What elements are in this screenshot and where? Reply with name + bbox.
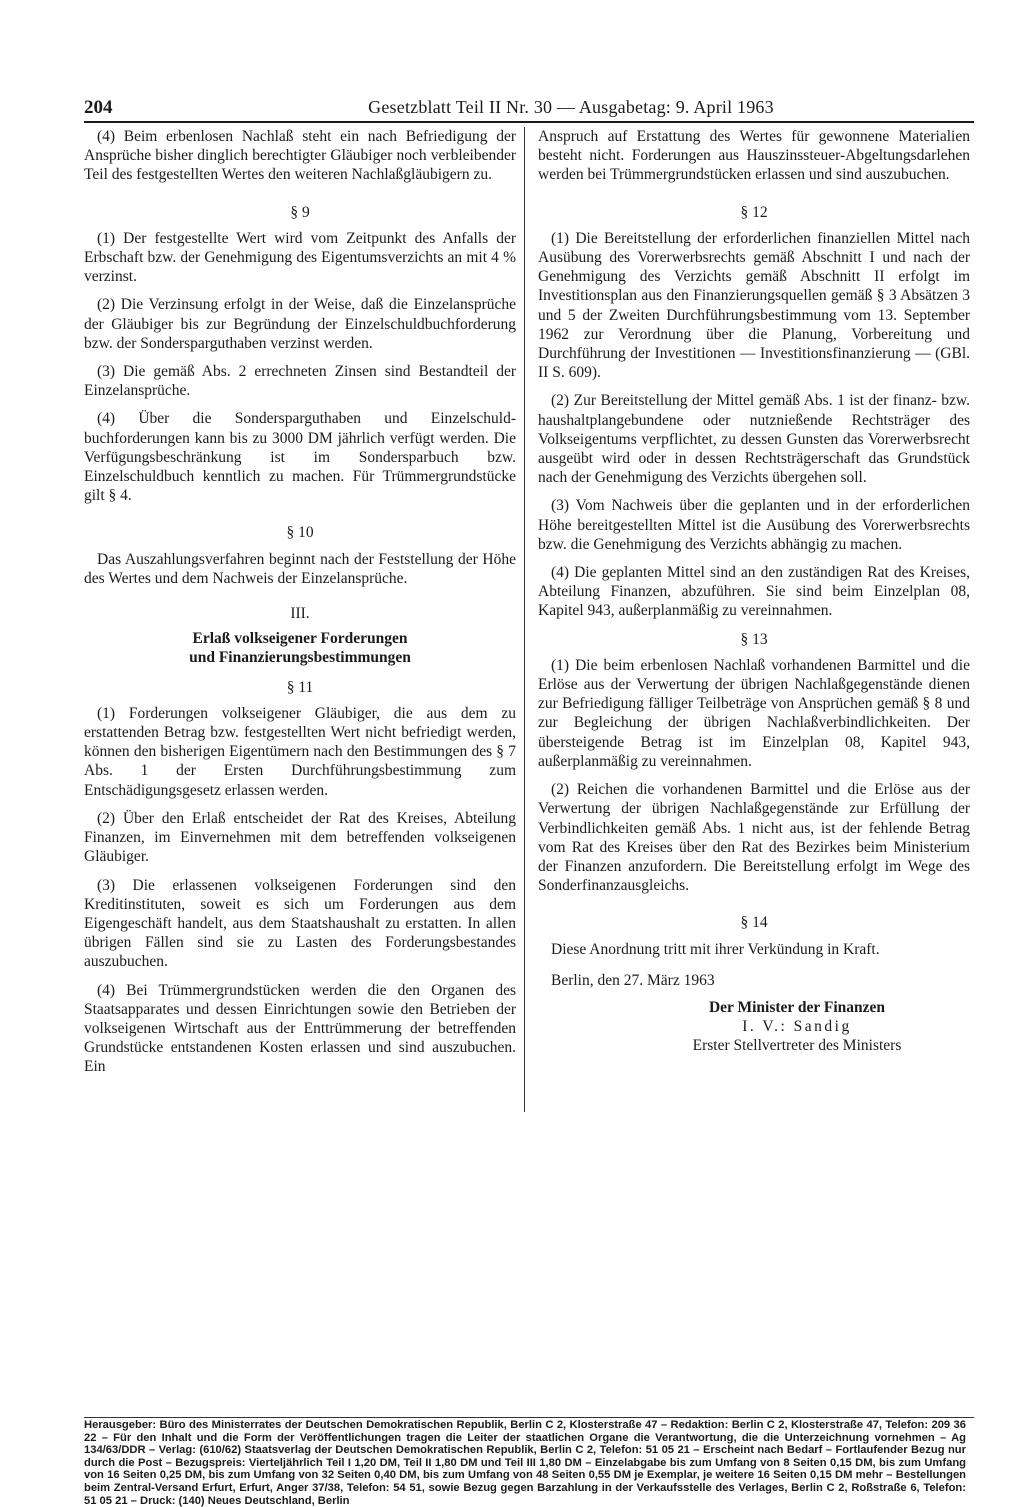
section-heading-9: § 9 <box>290 203 310 221</box>
paragraph-11-1: (1) Forderungen volkseigener Gläubiger, die aus dem zu erstattenden Betrag bzw. festgestellten Wert nicht befriedigt werden, können den bisherigen Eigentümern nach den Bestimmungen des § 7 Abs. 1 der Ersten Durchführungsbestimmung zum Entschädigungsgesetz erlassen werden. <box>84 704 516 799</box>
paragraph-11-4-continued: Anspruch auf Erstattung des Wertes für gewonnene Materialien besteht nicht. Forderungen aus Hauszinssteuer-Abgeltungsdarlehen werden bei Trümmergrundstücken erlassen und sind auszubuchen. <box>538 128 970 184</box>
header-rule <box>84 121 974 123</box>
section-heading-10: § 10 <box>286 524 314 542</box>
page-header <box>84 97 974 119</box>
part-heading-line-2: und Finanzierungsbestimmungen <box>189 649 411 667</box>
running-title: Gesetzblatt Teil II Nr. 30 — Ausgabetag: 9. April 1963 <box>368 97 774 117</box>
paragraph-10: Das Auszahlungsverfahren beginnt nach der Feststellung der Höhe des Wertes und dem Nachweis der Einzelansprüche. <box>84 550 516 587</box>
paragraph-9-2: (2) Die Verzinsung erfolgt in der Weise, daß die Einzelansprüche der Gläubiger bis zur Begründung der Einzelschuldbuchforderung bzw. der Sondersparguthaben verzinst werden. <box>84 296 516 352</box>
paragraph-11-2: (2) Über den Erlaß entscheidet der Rat des Kreises, Abteilung Finanzen, im Einvernehmen mit dem betreffenden volkseigenen Gläubiger. <box>84 809 516 866</box>
section-heading-14: § 14 <box>740 914 768 932</box>
section-heading-11: § 11 <box>286 678 314 696</box>
left-column <box>84 127 516 1086</box>
column-divider <box>524 127 525 1112</box>
paragraph-11-4: (4) Bei Trümmergrundstücken werden die den Organen des Staatsapparates und dessen Einrichtungen sowie den Betrieben der volkseigenen Wirtschaft aus der Enttrümmerung der betreffenden Grundstücke entstandenen Kosten erlassen und sind auszubuchen. Ein <box>84 981 516 1076</box>
paragraph-12-1: (1) Die Bereitstellung der erforderlichen finanziellen Mittel nach Ausübung des Vorerwerbsrechts gemäß Abschnitt I und nach der Genehmigung des Verzichts gemäß Abschnitt II erfolgt im Investitionsplan aus den Finanzierungsquellen gemäß § 3 Absätzen 3 und 5 der Zweiten Durchführungsbestimmung vom 13. September 1962 zur Verordnung über die Planung, Vorbereitung und Durchführung der Investitionen — Investitionsfinanzierung — (GBl. II S. 609). <box>538 229 970 382</box>
paragraph-12-2: (2) Zur Bereitstellung der Mittel gemäß Abs. 1 ist der finanz- bzw. haushaltplangebundene oder nutznießende Rechtsträger des Volkseigentums verpflichtet, zu dessen Gunsten das Vorerwerbsrecht ausgeübt wird oder in dessen Rechtsträgerschaft das Grundstück nach der Genehmigung des Verzichts übergehen soll. <box>538 392 970 487</box>
signature-role: Erster Stellvertreter des Ministers <box>692 1037 902 1055</box>
date-line: Berlin, den 27. März 1963 <box>551 971 715 989</box>
paragraph-8-4: (4) Beim erbenlosen Nachlaß steht ein nach Befriedigung der Ansprüche bisher dinglich berechtigter Gläubiger noch verbleibender Teil des festgestellten Wertes den weiteren Nachlaßgläubigern zu. <box>84 128 516 184</box>
paragraph-14: Diese Anordnung tritt mit ihrer Verkündung in Kraft. <box>551 940 880 958</box>
paragraph-9-1: (1) Der festgestellte Wert wird vom Zeitpunkt des Anfalls der Erbschaft bzw. der Genehmigung des Eigentumsverzichts an mit 4 % verzinst. <box>84 229 516 286</box>
right-column <box>538 127 970 1056</box>
paragraph-9-3: (3) Die gemäß Abs. 2 errechneten Zinsen sind Bestandteil der Einzelansprüche. <box>84 363 516 400</box>
paragraph-9-4: (4) Über die Sondersparguthaben und Einzelschuldbuchforderungen kann bis zu 3000 DM jährlich verfügt werden. Die Verfügungsbeschränkung ist im Sondersparbuch bzw. Einzelschuldbuch kenntlich zu machen. Für Trümmergrundstücke gilt § 4. <box>84 410 516 505</box>
signature-title: Der Minister der Finanzen <box>708 998 886 1016</box>
page-number: 204 <box>84 97 113 118</box>
section-heading-12: § 12 <box>740 203 768 221</box>
part-heading <box>84 629 516 667</box>
part-heading-line-1: Erlaß volkseigener Forderungen <box>192 630 408 648</box>
imprint-rule <box>84 1417 974 1418</box>
paragraph-11-3: (3) Die erlassenen volkseigenen Forderungen sind den Kreditinstituten, soweit es sich um Forderungen aus dem Eigengeschäft handelt, aus dem Staatshaushalt zu erstatten. In allen übrigen Fällen sind sie zu Lasten des Forderungsbestandes auszubuchen. <box>84 876 516 971</box>
signature-name: I. V.: Sandig <box>742 1018 852 1036</box>
part-number: III. <box>290 605 310 623</box>
paragraph-12-3: (3) Vom Nachweis über die geplanten und in der erforderlichen Höhe bereitgestellten Mittel ist die Ausübung des Vorerwerbsrechts bzw. die Genehmigung des Verzichts abhängig zu machen. <box>538 497 970 553</box>
paragraph-13-1: (1) Die beim erbenlosen Nachlaß vorhandenen Barmittel und die Erlöse aus der Verwertung der übrigen Nachlaßgegenstände dienen zur Befriedigung fälliger Teilbeträge von Ansprüchen gemäß § 8 und zur Begleichung der übrigen Nachlaßverbindlichkeiten. Der übersteigende Betrag ist im Einzelplan 08, Kapitel 943, außerplanmäßig zu vereinnahmen. <box>538 656 970 770</box>
paragraph-13-2: (2) Reichen die vorhandenen Barmittel und die Erlöse aus der Verwertung der übrigen Nachlaßgegenstände zur Erfüllung der Verbindlichkeiten gemäß Abs. 1 nicht aus, ist der fehlende Betrag vom Rat des Kreises über den Rat des Bezirkes beim Ministerium der Finanzen anzufordern. Die Bereitstellung erfolgt im Wege des Sonderfinanzausgleichs. <box>538 781 970 895</box>
publisher-imprint: Herausgeber: Büro des Ministerrates der Deutschen Demokratischen Republik, Berlin C 2, Klosterstraße 47 – Redaktion: Berlin C 2, Klosterstraße 47, Telefon: 209 36 22 – Für den Inhalt und die Form der Veröffentlichungen tragen die Leiter der staatlichen Organe die Verantwortung, die die Unterzeichnung vornehmen – Ag 134/63/DDR – Verlag: (610/62) Staatsverlag der Deutschen Demokratischen Republik, Berlin C 2, Telefon: 51 05 21 – Erscheint nach Bedarf – Fortlaufender Bezug nur durch die Post – Bezugspreis: Vierteljährlich Teil I 1,20 DM, Teil II 1,80 DM und Teil III 1,80 DM – Einzelabgabe bis zum Umfang von 8 Seiten 0,15 DM, bis zum Umfang von 16 Seiten 0,25 DM, bis zum Umfang von 32 Seiten 0,40 DM, bis zum Umfang von 48 Seiten 0,55 DM je Exemplar, je weitere 16 Seiten 0,15 DM mehr – Bestellungen beim Zentral-Versand Erfurt, Erfurt, Anger 37/38, Telefon: 54 51, sowie Bezug gegen Barzahlung in der Verkaufsstelle des Verlages, Berlin C 2, Roßstraße 6, Telefon: 51 05 21 – Druck: (140) Neues Deutschland, Berlin <box>84 1419 966 1507</box>
section-heading-13: § 13 <box>740 630 768 648</box>
paragraph-12-4: (4) Die geplanten Mittel sind an den zuständigen Rat des Kreises, Abteilung Finanzen, abzuführen. Sie sind beim Einzelplan 08, Kapitel 943, außerplanmäßig zu vereinnahmen. <box>538 564 970 620</box>
